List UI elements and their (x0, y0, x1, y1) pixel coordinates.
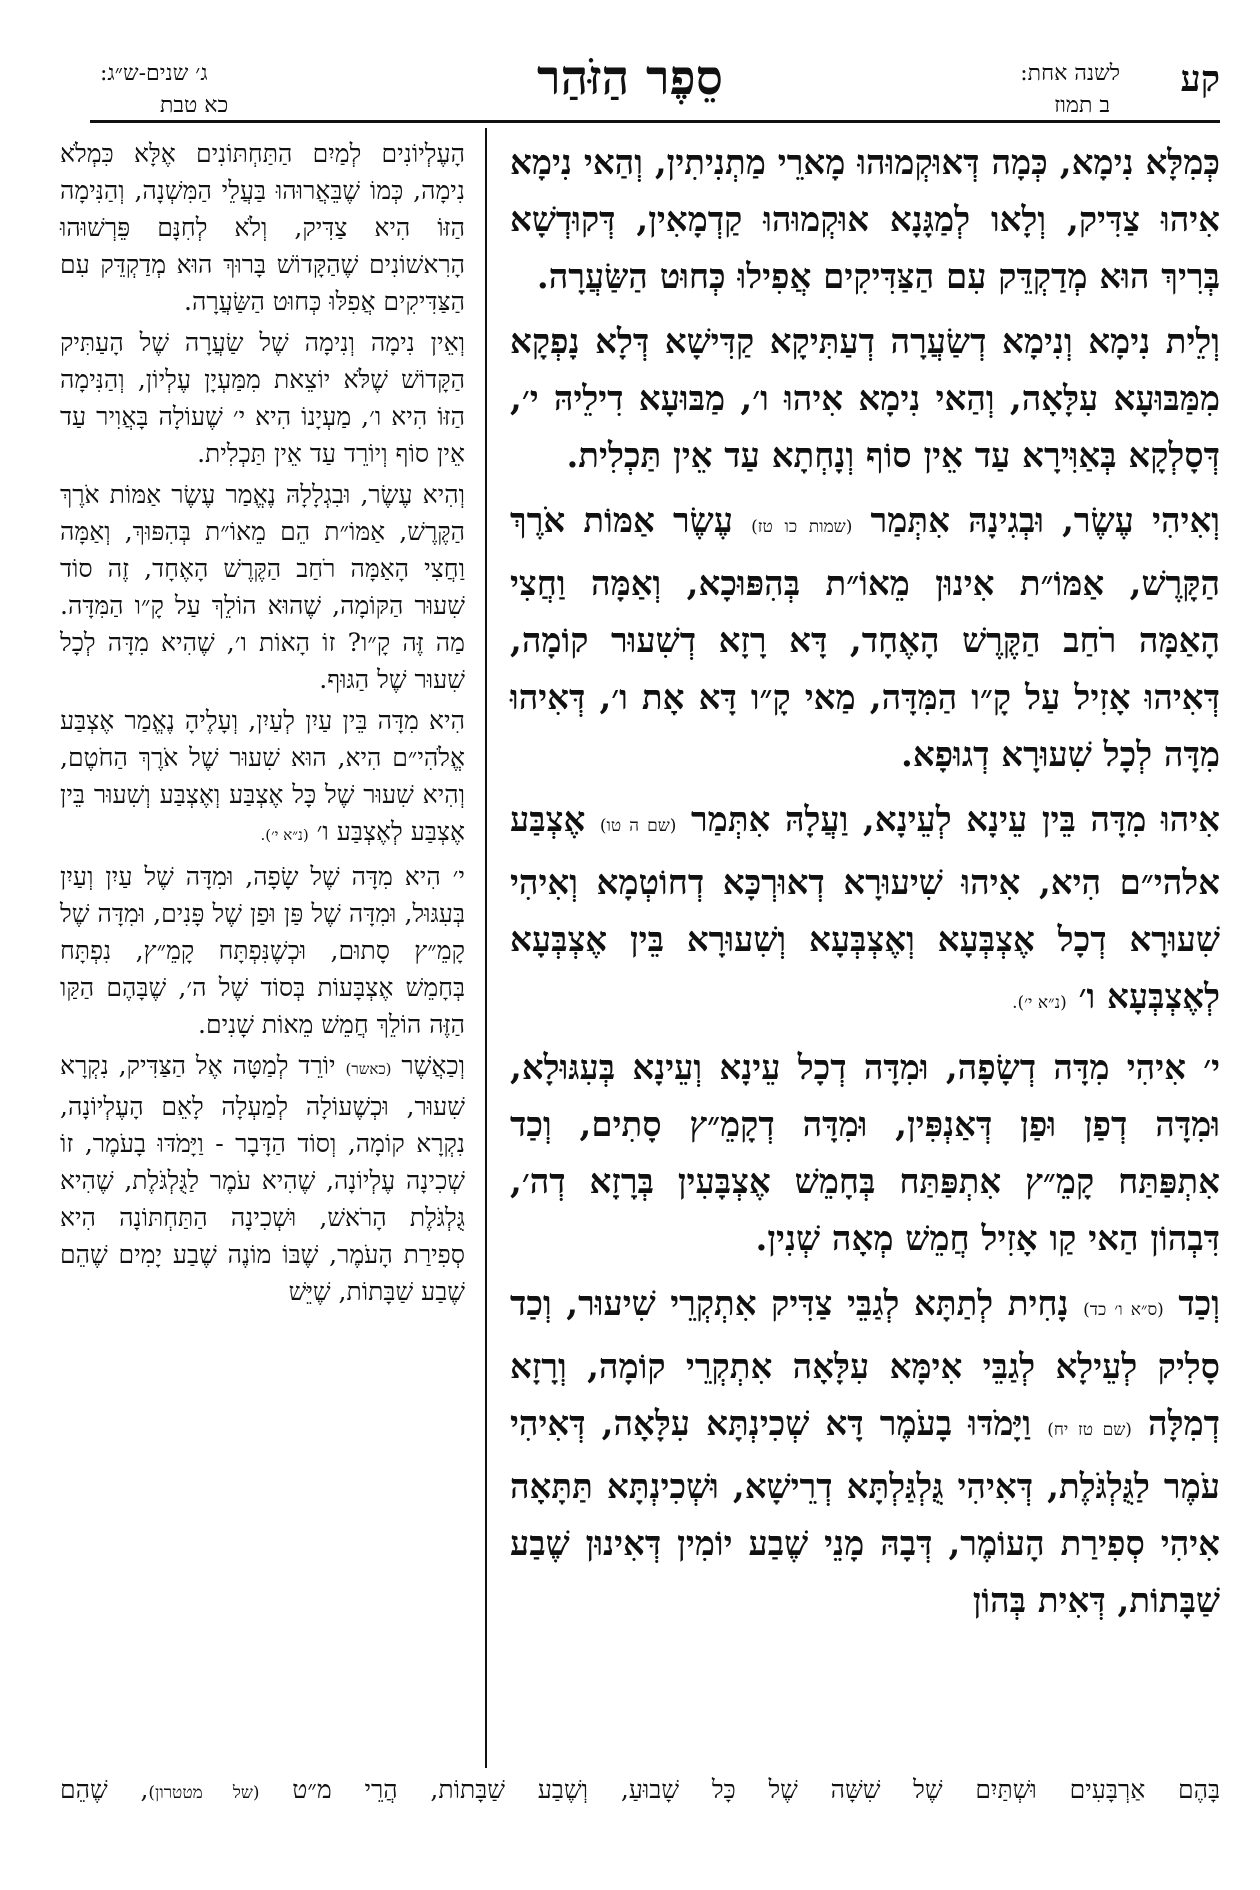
variant-reading-note: (של מטטרון) (148, 1783, 260, 1803)
translation-continuation-line (60, 1772, 1220, 1811)
variant-reading-note: (נ״א י׳). (260, 826, 309, 844)
continuation-text-end: , שֶׁהֵם (60, 1775, 149, 1804)
main-paragraph-6-text-cont2: וַיָּמֹדּוּ בָעֹמֶר דָּא שְׁכִינְתָּא עִלָּאָה, דְּאִיהִי עֹמֶר לַגֻּלְגֹּלֶת, דְּאִיהִי גֻּלְגַּלְתָּא דְרֵישָׁא, וּשְׁכִינְתָּא תַּתָּאָה אִיהִי סְפִירַת הָעוֹמֶר, דְּבָהּ מָנֵי שֶׁבַע יוֹמִין דְּאִינוּן שֶׁבַע שַׁבָּתוֹת, דְּאִית בְּהוֹן (510, 1404, 1220, 1621)
translation-paragraph-2-text: וְאֵין נִימָה וְנִימָה שֶׁל שַׂעֲרָה שֶׁל הָעַתִּיק הַקָּדוֹשׁ שֶׁלֹּא יוֹצֵאת מִמַּעְיָן עֶלְיוֹן, וְהַנִּימָה הַזּוֹ הִיא ו׳, מַעְיָנוֹ הִיא י׳ שֶׁעוֹלָה בָּאֲוִיר עַד אֵין סוֹף וְיוֹרֵד עַד אֵין תַּכְלִית. (60, 328, 465, 468)
study-schedule-label: לשנה אחת: (1020, 61, 1120, 86)
translation-paragraph-1-text: הָעֶלְיוֹנִים לְמַיִם הַתַּחְתּוֹנִים אֶלָּא כִּמְלֹא נִימָה, כְּמוֹ שֶׁבֵּאֲרוּהוּ בַּעֲלֵי הַמִּשְׁנָה, וְהַנִּימָה הַזּוֹ הִיא צַדִּיק, וְלֹא לְחִנָּם פֵּרְשׁוּהוּ הָרִאשׁוֹנִים שֶׁהַקָּדוֹשׁ בָּרוּךְ הוּא מְדַקְדֵּק עִם הַצַּדִּיקִים אֲפִלּוּ כְּחוּט הַשַּׂעֲרָה. (60, 139, 465, 316)
main-paragraph-1-text: כְּמִלָּא נִימָא, כְּמָה דְּאוּקְמוּהוּ מָארֵי מַתְנִיתִין, וְהַאי נִימָא אִיהוּ צַדִּיק, וְלָאו לְמַגָּנָא אוּקְמוּהוּ קַדְמָאִין, דְּקוּדְשָׁא בְּרִיךְ הוּא מְדַקְדֵּק עִם הַצַּדִּיקִים אֲפִילוּ כְּחוּט הַשַּׂעֲרָה. (510, 143, 1220, 297)
main-paragraph-5-text: י׳ אִיהִי מִדָּה דְשָׂפָה, וּמִדָּה דְכָל עֵינָא וְעֵינָא בְּעִגּוּלָא, וּמִדָּה דְפַן וּפַן דְּאַנְפִּין, וּמִדָּה דְקָמֵ״ץ סָתִים, וְכַד אִתְפַּתַּח קָמֵ״ץ אִתְפַּתַּח בְּחָמֵשׁ אֶצְבָּעִין בְּרָזָא דְה׳, דִּבְהוֹן הַאי קַו אָזִיל חֲמֵשׁ מְאָה שְׁנִין. (510, 1048, 1220, 1259)
variant-reading-note: (ס״א ו׳ כד) (1083, 1300, 1164, 1320)
translation-paragraph-3 (60, 476, 465, 698)
variant-reading-note: (כאשר) (345, 1060, 392, 1078)
main-paragraph-6-text: וְכַד (1178, 1284, 1220, 1324)
translation-paragraph-4 (60, 702, 465, 854)
continuation-text: בָּהֶם אַרְבָּעִים וּשְׁתַּיִם שֶׁל שִׁשָּׁה שֶׁל כָּל שָׁבוּעַ, וְשֶׁבַע שַׁבָּתוֹת, הֲרֵי מ״ט (292, 1775, 1220, 1804)
translation-paragraph-6 (60, 1047, 465, 1310)
study-schedule-date: ב תמוז (1054, 93, 1110, 118)
page-number: קע (1180, 58, 1220, 100)
translation-paragraph-5-text: י׳ הִיא מִדָּה שֶׁל שָׂפָה, וּמִדָּה שֶׁל עַיִן וְעַיִן בְּעִגּוּל, וּמִדָּה שֶׁל פַּן וּפַן שֶׁל פָּנִים, וּמִדָּה שֶׁל קָמֵ״ץ סָתוּם, וּכְשֶׁנִּפְתָּח קָמֵ״ץ, נִפְתָּח בְּחָמֵשׁ אֶצְבָּעוֹת בְּסוֹד שֶׁל ה׳, שֶׁבָּהֶם הַקַּו הַזֶּה הוֹלֵךְ חֲמֵשׁ מֵאוֹת שָׁנִים. (60, 862, 465, 1039)
main-paragraph-5 (510, 1040, 1220, 1268)
book-title: סֵפֶר הַזֹּהַר (537, 50, 723, 106)
translation-paragraph-6-opener: וְכַאֲשֶׁר (401, 1051, 465, 1080)
main-paragraph-3-text: וְאִיהִי עֶשֶׂר, וּבְגִינָהּ אִתְּמַר (870, 501, 1220, 541)
three-year-schedule-date: כא טבת (160, 93, 229, 118)
main-text-column (510, 135, 1220, 1638)
translation-paragraph-5 (60, 858, 465, 1043)
column-divider (485, 128, 487, 1768)
translation-paragraph-2 (60, 324, 465, 472)
header-rule (90, 120, 1220, 123)
main-paragraph-4-text-cont: אֶצְבַּע אלהי״ם הִיא, אִיהוּ שִׁיעוּרָא דְאוּרְכָּא דְחוֹטְמָא וְאִיהִי שִׁעוּרָא דְכָל אֶצְבְּעָא וְאֶצְבְּעָא וְשִׁעוּרָא בֵּין אֶצְבְּעָא לְאֶצְבְּעָא ו׳ (510, 800, 1220, 1017)
translation-column (60, 135, 465, 1314)
main-paragraph-6-text-cont: נָחִית לְתַתָּא לְגַבֵּי צַדִּיק אִתְקְרֵי שִׁיעוּר, וְכַד סָלִיק לְעֵילָא לְגַבֵּי אִימָּא עִלָּאָה אִתְקְרֵי קוֹמָה, וְרָזָא דְמִלָּה (510, 1284, 1220, 1444)
source-reference: (שמות כו טז) (751, 517, 853, 537)
main-paragraph-2-text: וְלֵית נִימָא וְנִימָא דְשַׂעֲרָה דְעַתִּיקָא קַדִּישָׁא דְּלָא נָפְקָא מִמַּבּוּעָא עִלָּאָה, וְהַאי נִימָא אִיהוּ ו׳, מַבּוּעָא דִילֵיהּ י׳, דְּסָלְקָא בְּאַוִּירָא עַד אֵין סוֹף וְנָחְתָא עַד אֵין תַּכְלִית. (510, 322, 1220, 476)
variant-reading-note: (נ״א י׳). (1012, 993, 1067, 1013)
source-reference: (שם ה טו) (599, 816, 677, 836)
main-paragraph-3 (510, 493, 1220, 784)
source-reference: (שם טז יח) (1047, 1420, 1132, 1440)
translation-paragraph-4-text: הִיא מִדָּה בֵּין עַיִן לְעַיִן, וְעָלֶיהָ נֶאֱמַר אֶצְבַּע אֱלֹהִי״ם הִיא, הוּא שִׁעוּר שֶׁל אֹרֶךְ הַחֹטֶם, וְהִיא שִׁעוּר שֶׁל כָּל אֶצְבַּע וְאֶצְבַּע וְשִׁעוּר בֵּין אֶצְבַּע לְאֶצְבַּע ו׳ (60, 706, 465, 846)
translation-paragraph-6-text: יוֹרֵד לְמַטָּה אֶל הַצַּדִּיק, נִקְרָא שִׁעוּר, וּכְשֶׁעוֹלָה לְמַעְלָה לָאֵם הָעֶלְיוֹנָה, נִקְרָא קוֹמָה, וְסוֹד הַדָּבָר - וַיָּמֹדּוּ בָעֹמֶר, זוֹ שְׁכִינָה עֶלְיוֹנָה, שֶׁהִיא עֹמֶר לַגֻּלְגֹּלֶת, שֶׁהִיא גֻּלְגֹּלֶת הָרֹאשׁ, וּשְׁכִינָה הַתַּחְתּוֹנָה הִיא סְפִירַת הָעֹמֶר, שֶׁבּוֹ מוֹנֶה שֶׁבַע יָמִים שֶׁהֵם שֶׁבַע שַׁבָּתוֹת, שֶׁיֵּשׁ (60, 1051, 465, 1306)
main-paragraph-1 (510, 135, 1220, 306)
main-paragraph-6 (510, 1276, 1220, 1630)
translation-paragraph-1 (60, 135, 465, 320)
three-year-schedule-label: ג׳ שנים-ש״ג: (100, 61, 208, 86)
translation-paragraph-3-text: וְהִיא עֶשֶׂר, וּבִגְלָלָהּ נֶאֱמַר עֶשֶׂר אַמּוֹת אֹרֶךְ הַקֶּרֶשׁ, אַמּוֹ״ת הֵם מֵאוֹ״ת בְּהִפּוּךְ, וְאַמָּה וַחֲצִי הָאַמָּה רֹחַב הַקֶּרֶשׁ הָאֶחָד, זֶה סוֹד שִׁעוּר הַקּוֹמָה, שֶׁהוּא הוֹלֵךְ עַל קָ״ו הַמִּדָּה. מַה זֶּה קָ״ו? זוֹ הָאוֹת ו׳, שֶׁהִיא מִדָּה לְכָל שִׁעוּר שֶׁל הַגּוּף. (60, 480, 465, 694)
main-paragraph-2 (510, 314, 1220, 485)
main-paragraph-4-text: אִיהוּ מִדָּה בֵּין עֵינָא לְעֵינָא, וַעֲלָהּ אִתְּמַר (690, 800, 1220, 840)
main-paragraph-4 (510, 792, 1220, 1032)
main-paragraph-3-text-cont: עֶשֶׂר אַמּוֹת אֹרֶךְ הַקָּרֶשׁ, אַמּוֹ״ת אִינוּן מֵאוֹ״ת בְּהִפּוּכָא, וְאַמָּה וַחֲצִי הָאַמָּה רֹחַב הַקֶּרֶשׁ הָאֶחָד, דָּא רָזָא דְשִׁעוּר קוֹמָה, דְּאִיהוּ אָזִיל עַל קָ״ו הַמִּדָּה, מַאי קָ״ו דָּא אָת ו׳, דְּאִיהוּ מִדָּה לְכָל שִׁעוּרָא דְגוּפָא. (510, 501, 1220, 775)
